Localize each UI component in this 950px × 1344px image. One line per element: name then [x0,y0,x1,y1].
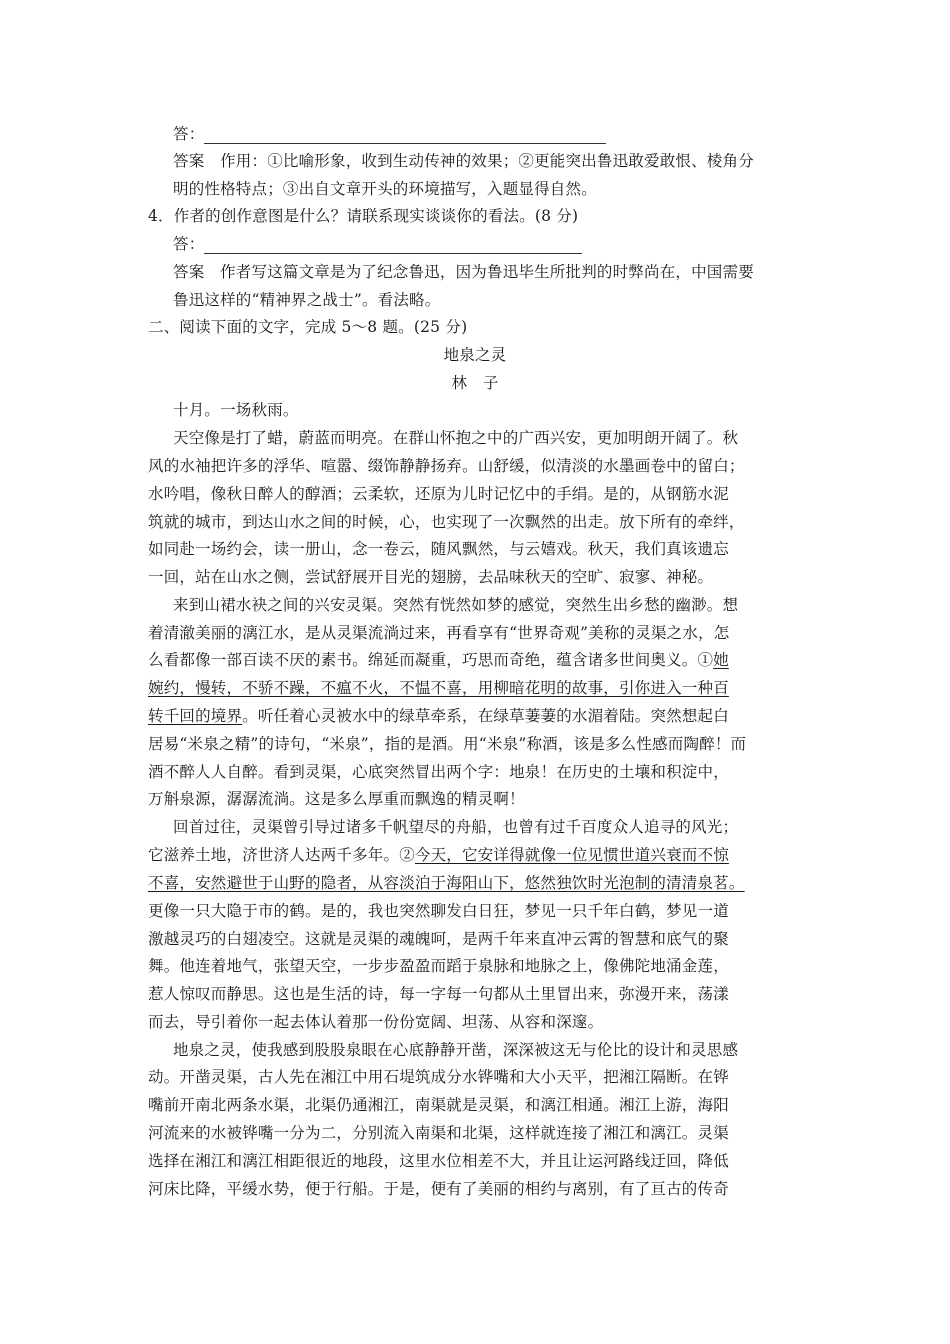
paragraph-4-line: 激越灵巧的白翅凌空。这就是灵渠的魂魄呵，是两千年来直冲云霄的智慧和底气的聚 [148,930,729,948]
answer-prompt: 答： [173,235,205,253]
q4-reference-answer-cont: 鲁迅这样的“精神界之战士”。看法略。 [173,291,441,309]
answer-line-q3 [173,124,813,144]
underlined-sentence-2: 不喜，安然避世于山野的隐者，从容淡泊于海阳山下，悠然独饮时光泡制的清清泉茗 [148,874,729,892]
plain-text: 它滋养土地，济世济人达两千多年。② [148,846,415,864]
paragraph-3-line [148,678,788,698]
paragraph-5-line: 河流来的水被铧嘴一分为二，分别流入南渠和北渠，这样就连接了湘江和漓江。灵渠 [148,1124,729,1142]
plain-text: 么看都像一部百读不厌的素书。绵延而凝重，巧思而奇绝，蕴含诸多世间奥义。① [148,651,714,669]
paragraph-2-line: 筑就的城市，到达山水之间的时候，心，也实现了一次飘然的出走。放下所有的牵绊， [148,513,745,531]
section-heading: 二、阅读下面的文字，完成 5～8 题。(25 分) [148,318,468,336]
paragraph-5-line: 河床比降，平缓水势，便于行船。于是，便有了美丽的相约与离别，有了亘古的传奇 [148,1180,729,1198]
article-title: 地泉之灵 [443,346,507,364]
q4-reference-answer: 答案 作者写这篇文章是为了纪念鲁迅，因为鲁迅毕生所批判的时弊尚在，中国需要 [173,263,754,281]
paragraph-3-line: 着清澈美丽的漓江水，是从灵渠流淌过来，再看享有“世界奇观”美称的灵渠之水，怎 [148,624,730,642]
paragraph-4-line: 回首过往，灵渠曾引导过诸多千帆望尽的舟船，也曾有过千百度众人追寻的风光； [173,818,739,836]
paragraph-3-line [148,706,788,726]
answer-prompt: 答： [173,125,205,143]
paragraph-4-line [148,845,788,865]
paragraph-5-line: 地泉之灵，使我感到股股泉眼在心底静静开凿，深深被这无与伦比的设计和灵思感 [173,1041,739,1059]
paragraph-2-line: 风的水袖把许多的浮华、喧嚣、缀饰静静扬弃。山舒缓，似清淡的水墨画卷中的留白； [148,457,745,475]
underlined-sentence-2: 今天，它安详得就像一位见惯世道兴衰而不惊 [414,846,729,864]
paragraph-2-line: 水吟唱，像秋日醉人的醇酒；云柔软，还原为儿时记忆中的手绢。是的，从钢筋水泥 [148,485,729,503]
paragraph-4-line [148,873,788,893]
paragraph-3-line: 居易“米泉之精”的诗句，“米泉”，指的是酒。用“米泉”称酒，该是多么性感而陶醉！而 [148,735,747,753]
paragraph-3-line: 酒不醉人人自醉。看到灵渠，心底突然冒出两个字：地泉！在历史的土壤和积淀中， [148,763,729,781]
paragraph-4-line: 惹人惊叹而静思。这也是生活的诗，每一字每一句都从土里冒出来，弥漫开来，荡漾 [148,985,729,1003]
paragraph-5-line: 选择在湘江和漓江相距很近的地段，这里水位相差不大，并且让运河路线迂回，降低 [148,1152,729,1170]
plain-text: 。听任着心灵被水中的绿草牵系，在绿草萋萋的水湄着陆。突然想起白 [242,707,729,725]
paragraph-4-line: 而去，导引着你一起去体认着那一份份宽阔、坦荡、从容和深邃。 [148,1013,604,1031]
underlined-sentence-1: 她 [713,651,729,669]
paragraph-2-line: 天空像是打了蜡，蔚蓝而明亮。在群山怀抱之中的广西兴安，更加明朗开阔了。秋 [173,429,739,447]
paragraph-1: 十月。一场秋雨。 [173,401,299,419]
paragraph-4-line: 舞。他连着地气，张望天空，一步步盈盈而蹈于泉脉和地脉之上，像佛陀地涌金莲， [148,957,729,975]
question-4: 4．作者的创作意图是什么？请联系现实谈谈你的看法。(8 分) [148,207,579,225]
answer-blank[interactable] [204,127,606,144]
q3-reference-answer-cont: 明的性格特点；③出自文章开头的环境描写，入题显得自然。 [173,180,597,198]
answer-line-q4 [173,234,813,254]
answer-blank[interactable] [204,237,582,254]
q3-reference-answer: 答案 作用：①比喻形象，收到生动传神的效果；②更能突出鲁迅敢爱敢恨、棱角分 [173,152,754,170]
paragraph-5-line: 动。开凿灵渠，古人先在湘江中用石堤筑成分水铧嘴和大小天平，把湘江隔断。在铧 [148,1068,729,1086]
paragraph-2-line: 如同赴一场约会，读一册山，念一卷云，随风飘然，与云嬉戏。秋天，我们真该遗忘 [148,540,729,558]
article-author: 林 子 [451,374,499,392]
underlined-sentence-1: 转千回的境界 [148,707,243,725]
paragraph-5-line: 嘴前开南北两条水渠，北渠仍通湘江，南渠就是灵渠，和漓江相通。湘江上游，海阳 [148,1096,729,1114]
paragraph-2-line: 一回，站在山水之侧，尝试舒展开目光的翅膀，去品味秋天的空旷、寂寥、神秘。 [148,568,714,586]
underlined-punctuation: 。 [728,874,745,892]
paragraph-4-line: 更像一只大隐于市的鹤。是的，我也突然聊发白日狂，梦见一只千年白鹤，梦见一道 [148,902,729,920]
paragraph-3-line [148,650,788,670]
underlined-sentence-1: 婉约，慢转，不骄不躁，不瘟不火，不愠不喜，用柳暗花明的故事，引你进入一种百 [148,679,729,697]
paragraph-3-line: 来到山裙水袂之间的兴安灵渠。突然有恍然如梦的感觉，突然生出乡愁的幽渺。想 [173,596,739,614]
paragraph-3-line: 万斛泉源，潺潺流淌。这是多么厚重而飘逸的精灵啊！ [148,790,525,808]
